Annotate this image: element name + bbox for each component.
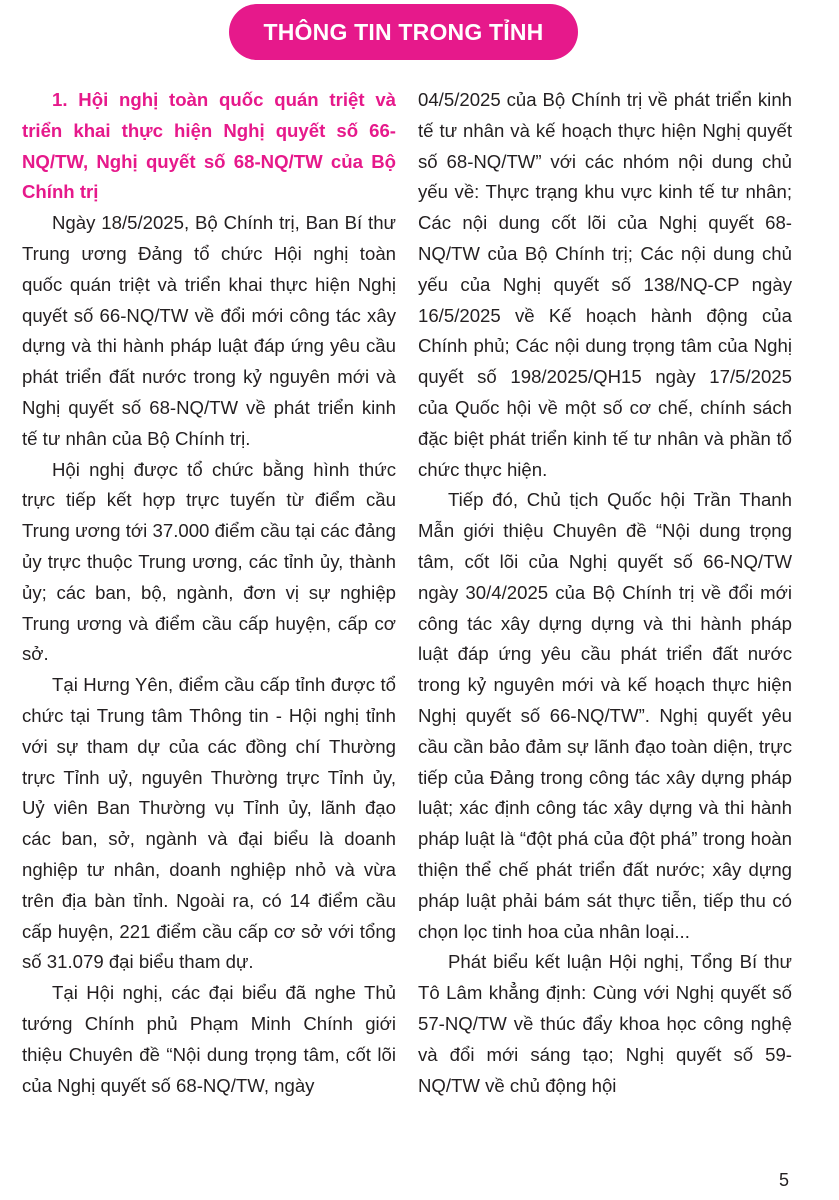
article-heading: 1. Hội nghị toàn quốc quán triệt và triển khai thực hiện Nghị quyết số 66-NQ/TW, Nghị quyết số 68-NQ/TW của Bộ Chính trị — [22, 89, 396, 203]
paragraph: Hội nghị được tổ chức bằng hình thức trực tiếp kết hợp trực tuyến từ điểm cầu Trung ương tới 37.000 điểm cầu tại các đảng ủy trực thuộc Trung ương, các tỉnh ủy, thành ủy; các ban, bộ, ngành, đơn vị sự nghiệp Trung ương và điểm cầu cấp huyện, cấp cơ sở. — [22, 458, 396, 665]
paragraph: Tại Hội nghị, các đại biểu đã nghe Thủ tướng Chính phủ Phạm Minh Chính giới thiệu Chuyên đề “Nội dung trọng tâm, cốt lõi của Nghị quyết số 68-NQ/TW, ngày — [22, 982, 396, 1096]
left-column — [22, 85, 396, 1101]
paragraph: Tại Hưng Yên, điểm cầu cấp tỉnh được tổ chức tại Trung tâm Thông tin - Hội nghị tỉnh với sự tham dự của các đồng chí Thường trực Tỉnh uỷ, nguyên Thường trực Tỉnh ủy, Uỷ viên Ban Thường vụ Tỉnh ủy, lãnh đạo các ban, sở, ngành và đại biểu là doanh nghiệp tư nhân, doanh nghiệp nhỏ và vừa trên địa bàn tỉnh. Ngoài ra, có 14 điểm cầu cấp huyện, 221 điểm cầu cấp cơ sở với tổng số 31.079 đại biểu tham dự. — [22, 674, 396, 973]
paragraph-continuation: 04/5/2025 của Bộ Chính trị về phát triển kinh tế tư nhân và kế hoạch thực hiện Nghị quyết số 68-NQ/TW” với các nhóm nội dung chủ yếu về: Thực trạng khu vực kinh tế tư nhân; Các nội dung cốt lõi của Nghị quyết 68-NQ/TW của Bộ Chính trị; Các nội dung chủ yếu của Nghị quyết số 138/NQ-CP ngày 16/5/2025 về Kế hoạch hành động của Chính phủ; Các nội dung trọng tâm của Nghị quyết số 198/2025/QH15 ngày 17/5/2025 của Quốc hội về một số cơ chế, chính sách đặc biệt phát triển kinh tế tư nhân và phần tổ chức thực hiện. — [418, 89, 792, 480]
section-title: THÔNG TIN TRONG TỈNH — [263, 18, 544, 45]
page-number: 5 — [778, 1170, 789, 1190]
section-banner — [229, 4, 578, 60]
right-column — [418, 85, 792, 1101]
paragraph: Tiếp đó, Chủ tịch Quốc hội Trần Thanh Mẫn giới thiệu Chuyên đề “Nội dung trọng tâm, cốt lõi của Nghị quyết số 66-NQ/TW ngày 30/4/2025 của Bộ Chính trị về đổi mới công tác xây dựng dựng và thi hành pháp luật đáp ứng yêu cầu phát triển đất nước trong kỷ nguyên mới và kế hoạch thực hiện Nghị quyết số 66-NQ/TW”. Nghị quyết yêu cầu cần bảo đảm sự lãnh đạo toàn diện, trực tiếp của Đảng trong công tác xây dựng pháp luật; xác định công tác xây dựng và thi hành pháp luật là “đột phá của đột phá” trong hoàn thiện thể chế phát triển đất nước; xây dựng pháp luật phải bám sát thực tiễn, tiếp thu có chọn lọc tinh hoa của nhân loại... — [418, 489, 792, 942]
article-body — [22, 85, 792, 1101]
paragraph: Ngày 18/5/2025, Bộ Chính trị, Ban Bí thư Trung ương Đảng tổ chức Hội nghị toàn quốc quán triệt và triển khai thực hiện Nghị quyết số 66-NQ/TW về đổi mới công tác xây dựng và thi hành pháp luật đáp ứng yêu cầu phát triển đất nước trong kỷ nguyên mới và Nghị quyết số 68-NQ/TW về phát triển kinh tế tư nhân của Bộ Chính trị. — [22, 212, 396, 449]
paragraph: Phát biểu kết luận Hội nghị, Tổng Bí thư Tô Lâm khẳng định: Cùng với Nghị quyết số 57-NQ/TW về thúc đẩy khoa học công nghệ và đổi mới sáng tạo; Nghị quyết số 59-NQ/TW về chủ động hội — [418, 951, 792, 1096]
